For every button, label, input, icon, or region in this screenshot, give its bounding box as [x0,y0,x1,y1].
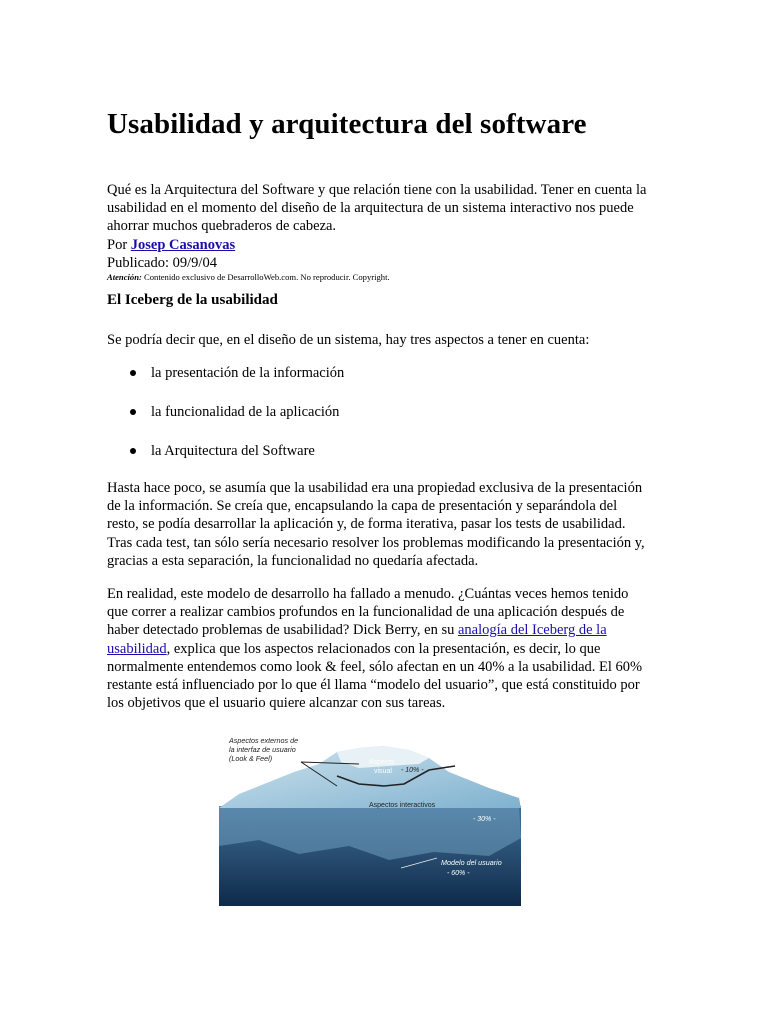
label-interactive: Aspectos interactivos [369,802,436,809]
pct-visual: - 10% - [401,767,424,774]
label-visual-2: visual [374,768,392,775]
notice-text: Contenido exclusivo de DesarrolloWeb.com. No reproducir. Copyright. [144,272,390,282]
label-external-3: (Look & Feel) [229,754,273,763]
author-line [107,236,667,254]
list-item-text: la Arquitectura del Software [151,443,315,459]
bullet-icon [130,409,136,415]
list-item-text: la funcionalidad de la aplicación [151,404,340,420]
list-item [107,360,667,399]
label-external-1: Aspectos externos de [229,736,299,745]
pct-model: - 60% - [447,870,470,877]
bullet-icon [130,448,136,454]
published-date: Publicado: 09/9/04 [107,255,217,271]
paragraph-iceberg-end: , explica que los aspectos relacionados con la presentación, es decir, lo que normalmente entendemos como look & feel, sólo afectan en un 40% a la usabilidad. El 60% restante está influenciado por lo que él llama “modelo del usuario”, que está constituido por los objetivos que el usuario quiere alcanzar con sus tareas. [107,640,643,712]
paragraph-iceberg-start: En realidad, este modelo de desarrollo ha fallado a menudo. ¿Cuántas veces hemos tenido que correr a realizar cambios profundos en la funcionalidad de una aplicación después de haber detectado problemas de usabilidad? Dick Berry, en su [107,586,629,639]
article-title: Usabilidad y arquitectura del software [107,108,587,140]
section-heading: El Iceberg de la usabilidad [107,292,278,308]
iceberg-analogy-link[interactable]: analogía del Iceberg de la usabilidad [107,622,607,657]
author-link[interactable]: Josep Casanovas [130,237,236,253]
label-visual-1: Aspecto [369,759,395,766]
paragraph-iceberg [107,585,647,712]
iceberg-illustration [219,728,521,906]
pct-interactive: - 30% - [473,816,496,823]
iceberg-figure [219,728,521,906]
bullet-icon [130,370,136,376]
article-intro: Qué es la Arquitectura del Software y que relación tiene con la usabilidad. Tener en cuenta la usabilidad en el momento del diseño de la arquitectura de un sistema interactivo nos puede ahorrar muchos quebraderos de cabeza. [107,182,647,235]
copyright-notice [107,272,390,283]
label-external-2: la interfaz de usuario [229,745,296,754]
label-model: Modelo del usuario [441,858,502,867]
by-label: Por [107,237,128,253]
aspects-list [107,360,667,477]
list-item-text: la presentación de la información [151,365,345,381]
list-item [107,399,667,438]
paragraph-history: Hasta hace poco, se asumía que la usabilidad era una propiedad exclusiva de la presentación de la información. Se creía que, encapsulando la capa de presentación y separándola del resto, se podía desarrollar la aplicación y, de forma iterativa, pasar los tests de usabilidad. Tras cada test, tan sólo sería necesario resolver los problemas modificando la presentación y, gracias a esta separación, la funcionalidad no quedaría afectada. [107,480,645,569]
list-item [107,438,667,477]
paragraph-aspects-intro: Se podría decir que, en el diseño de un sistema, hay tres aspectos a tener en cuenta: [107,332,590,348]
notice-label: Atención: [107,272,142,282]
